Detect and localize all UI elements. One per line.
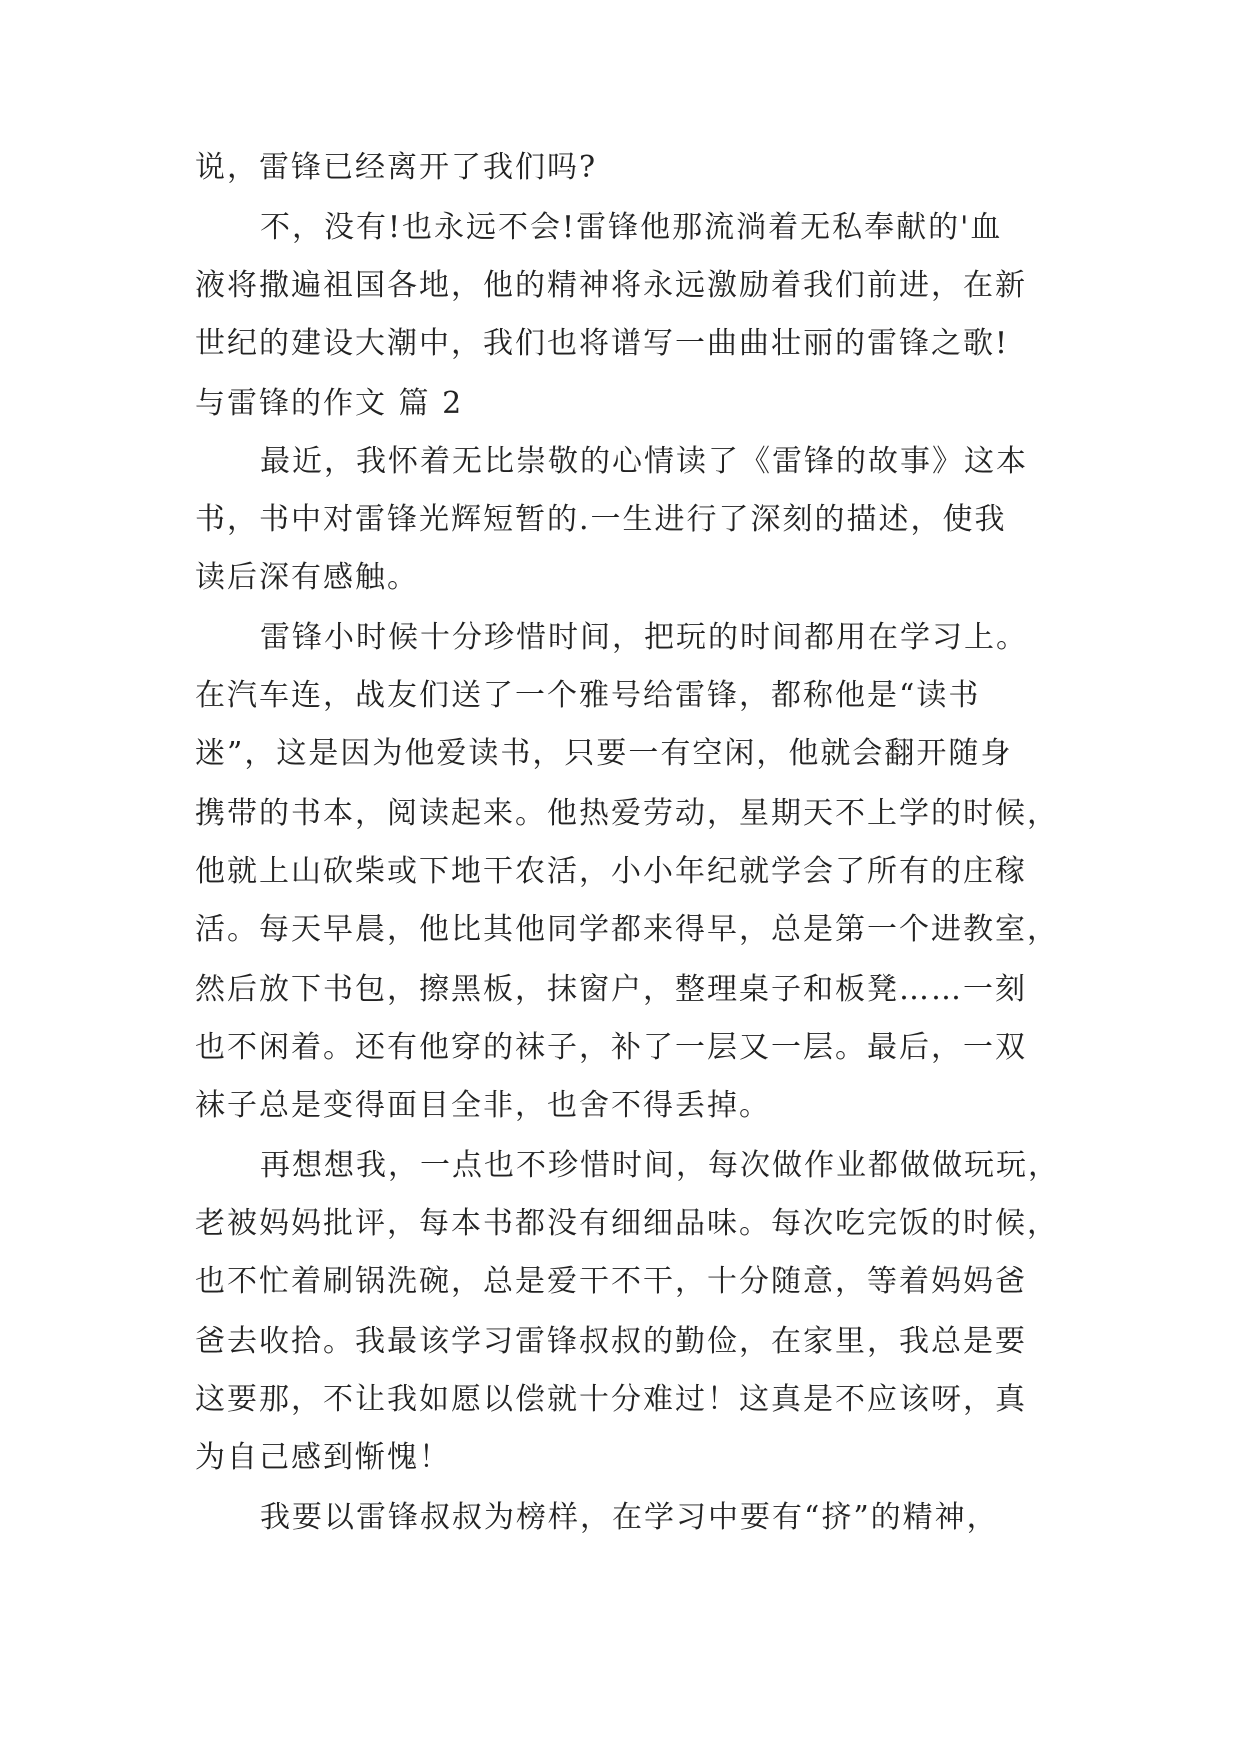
- text-line: 迷”，这是因为他爱读书，只要一有空闲，他就会翻开随身: [195, 736, 1013, 771]
- text-line: 最近，我怀着无比崇敬的心情读了《雷锋的故事》这本: [260, 444, 1028, 479]
- section-heading: 与雷锋的作文 篇 2: [195, 386, 464, 421]
- text-line: 他就上山砍柴或下地干农活，小小年纪就学会了所有的庄稼: [195, 854, 1027, 889]
- text-line: 我要以雷锋叔叔为榜样，在学习中要有“挤”的精神，: [260, 1500, 999, 1535]
- text-line: 老被妈妈批评，每本书都没有细细品味。每次吃完饭的时候，: [195, 1206, 1059, 1241]
- text-line: 书，书中对雷锋光辉短暂的.一生进行了深刻的描述，使我: [195, 502, 1007, 537]
- text-line: 液将撒遍祖国各地，他的精神将永远激励着我们前进，在新: [195, 268, 1027, 303]
- text-line: 在汽车连，战友们送了一个雅号给雷锋，都称他是“读书: [195, 678, 981, 713]
- text-line: 说，雷锋已经离开了我们吗?: [195, 150, 598, 185]
- text-line: 然后放下书包，擦黑板，抹窗户，整理桌子和板凳……一刻: [195, 972, 1027, 1007]
- text-line: 不，没有!也永远不会!雷锋他那流淌着无私奉献的'血: [260, 210, 1003, 245]
- text-line: 这要那，不让我如愿以偿就十分难过！这真是不应该呀，真: [195, 1382, 1027, 1417]
- text-line: 爸去收拾。我最该学习雷锋叔叔的勤俭，在家里，我总是要: [195, 1324, 1027, 1359]
- text-line: 世纪的建设大潮中，我们也将谱写一曲曲壮丽的雷锋之歌!: [195, 326, 1010, 361]
- text-line: 读后深有感触。: [195, 560, 419, 595]
- text-line: 活。每天早晨，他比其他同学都来得早，总是第一个进教室，: [195, 912, 1059, 947]
- text-line: 雷锋小时候十分珍惜时间，把玩的时间都用在学习上。: [260, 620, 1028, 655]
- text-line: 为自己感到惭愧！: [195, 1440, 451, 1475]
- text-line: 携带的书本，阅读起来。他热爱劳动，星期天不上学的时候，: [195, 796, 1059, 831]
- text-line: 袜子总是变得面目全非，也舍不得丢掉。: [195, 1088, 771, 1123]
- text-line: 再想想我，一点也不珍惜时间，每次做作业都做做玩玩，: [260, 1148, 1060, 1183]
- text-line: 也不忙着刷锅洗碗，总是爱干不干，十分随意，等着妈妈爸: [195, 1264, 1027, 1299]
- text-line: 也不闲着。还有他穿的袜子，补了一层又一层。最后，一双: [195, 1030, 1027, 1065]
